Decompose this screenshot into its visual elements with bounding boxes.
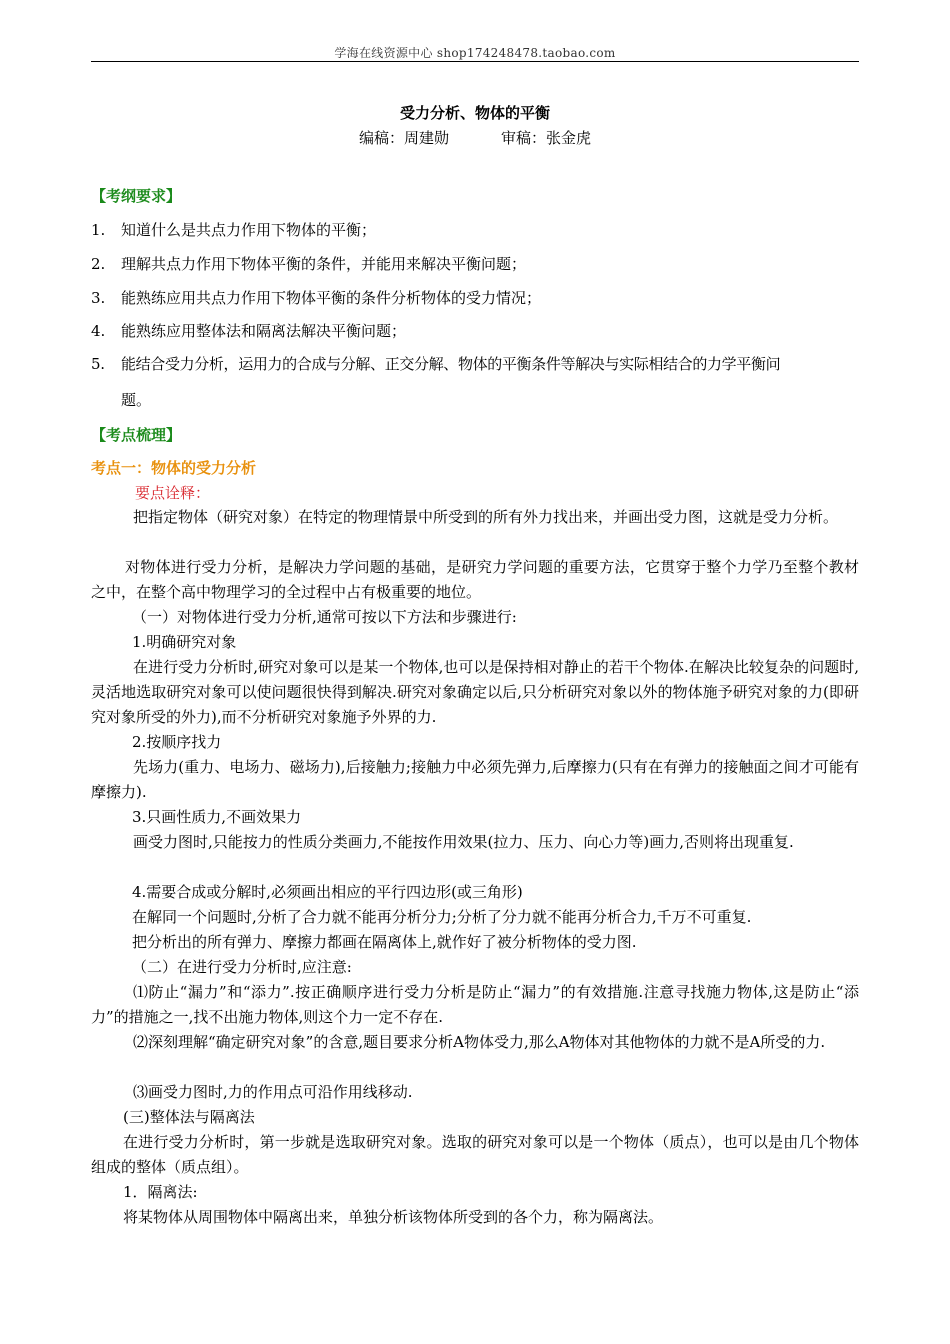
page-header: 学海在线资源中心 shop174248478.taobao.com (334, 46, 616, 60)
item-text: 理解共点力作用下物体平衡的条件，并能用来解决平衡问题； (121, 255, 527, 273)
requirements-heading: 【考纲要求】 (91, 187, 182, 205)
item-number: 4. (91, 322, 106, 340)
paragraph: 1．隔离法: (123, 1183, 198, 1201)
paragraph: 在进行受力分析时，第一步就是选取研究对象。选取的研究对象可以是一个物体（质点），也可以是由几个物体组成的整体（质点组）。 (91, 1133, 859, 1176)
paragraph: （二）在进行受力分析时,应注意: (132, 958, 352, 976)
paragraph: 对物体进行受力分析，是解决力学问题的基础，是研究力学问题的重要方法，它贯穿于整个力学乃至整个教材之中，在整个高中物理学习的全过程中占有极重要的地位。 (91, 558, 859, 601)
item-number: 3. (91, 289, 106, 307)
paragraph: 将某物体从周围物体中隔离出来，单独分析该物体所受到的各个力，称为隔离法。 (123, 1208, 664, 1226)
note-label: 要点诠释： (135, 484, 211, 502)
item-number: 1. (91, 221, 106, 239)
requirement-item (91, 219, 861, 240)
paragraph: （一）对物体进行受力分析,通常可按以下方法和步骤进行: (132, 608, 517, 626)
point1-title: 考点一：物体的受力分析 (91, 459, 257, 477)
item-text: 知道什么是共点力作用下物体的平衡； (121, 221, 377, 239)
paragraph: 3.只画性质力,不画效果力 (132, 808, 302, 826)
paragraph: 在进行受力分析时,研究对象可以是某一个物体,也可以是保持相对静止的若干个物体.在解决比较复杂的问题时,灵活地选取研究对象可以使问题很快得到解决.研究对象确定以后,只分析研究对象以外的物体施予研究对象的力(即研究对象所受的外力),而不分析研究对象施予外界的力. (91, 658, 859, 726)
paragraph: 4.需要合成或分解时,必须画出相应的平行四边形(或三角形) (132, 883, 523, 901)
reviewer-credit: 审稿：张金虎 (501, 129, 592, 147)
item-number: 2. (91, 255, 106, 273)
requirement-item (91, 353, 861, 374)
paragraph: 2.按顺序找力 (132, 733, 222, 751)
paragraph: ⑵深刻理解“确定研究对象”的含意,题目要求分析A物体受力,那么A物体对其他物体的力就不是A所受的力. (133, 1033, 826, 1051)
paragraph: (三)整体法与隔离法 (123, 1108, 255, 1126)
byline (91, 127, 859, 148)
paragraph: 把分析出的所有弹力、摩擦力都画在隔离体上,就作好了被分析物体的受力图. (132, 933, 637, 951)
requirement-item (91, 287, 861, 308)
item-text: 能熟练应用整体法和隔离法解决平衡问题； (121, 322, 407, 340)
paragraph: 画受力图时,只能按力的性质分类画力,不能按作用效果(拉力、压力、向心力等)画力,否则将出现重复. (133, 833, 794, 851)
paragraph: 1.明确研究对象 (132, 633, 237, 651)
header-divider (91, 61, 859, 62)
requirement-item (91, 320, 861, 341)
editor-credit: 编稿：周建勋 (358, 129, 449, 147)
paragraph: 先场力(重力、电场力、磁场力),后接触力;接触力中必须先弹力,后摩擦力(只有在有弹力的接触面之间才可能有摩擦力). (91, 758, 859, 801)
paragraph: 在解同一个问题时,分析了合力就不能再分析分力;分析了分力就不能再分析合力,千万不可重复. (132, 908, 752, 926)
requirement-item-continuation: 题。 (121, 391, 152, 409)
paragraph: 把指定物体（研究对象）在特定的物理情景中所受到的所有外力找出来，并画出受力图，这就是受力分析。 (133, 508, 839, 526)
item-number: 5. (91, 355, 105, 373)
paragraph: ⑶画受力图时,力的作用点可沿作用线移动. (133, 1083, 413, 1101)
requirement-item (91, 253, 861, 274)
item-text: 能熟练应用共点力作用下物体平衡的条件分析物体的受力情况； (121, 289, 542, 307)
document-title: 受力分析、物体的平衡 (399, 104, 550, 122)
paragraph: ⑴防止“漏力”和“添力”.按正确顺序进行受力分析是防止“漏力”的有效措施.注意寻找施力物体,这是防止“添力”的措施之一,找不出施力物体,则这个力一定不存在. (91, 983, 859, 1026)
points-heading: 【考点梳理】 (91, 426, 182, 444)
item-text: 能结合受力分析，运用力的合成与分解、正交分解、物体的平衡条件等解决与实际相结合的力学平衡问 (121, 355, 781, 373)
